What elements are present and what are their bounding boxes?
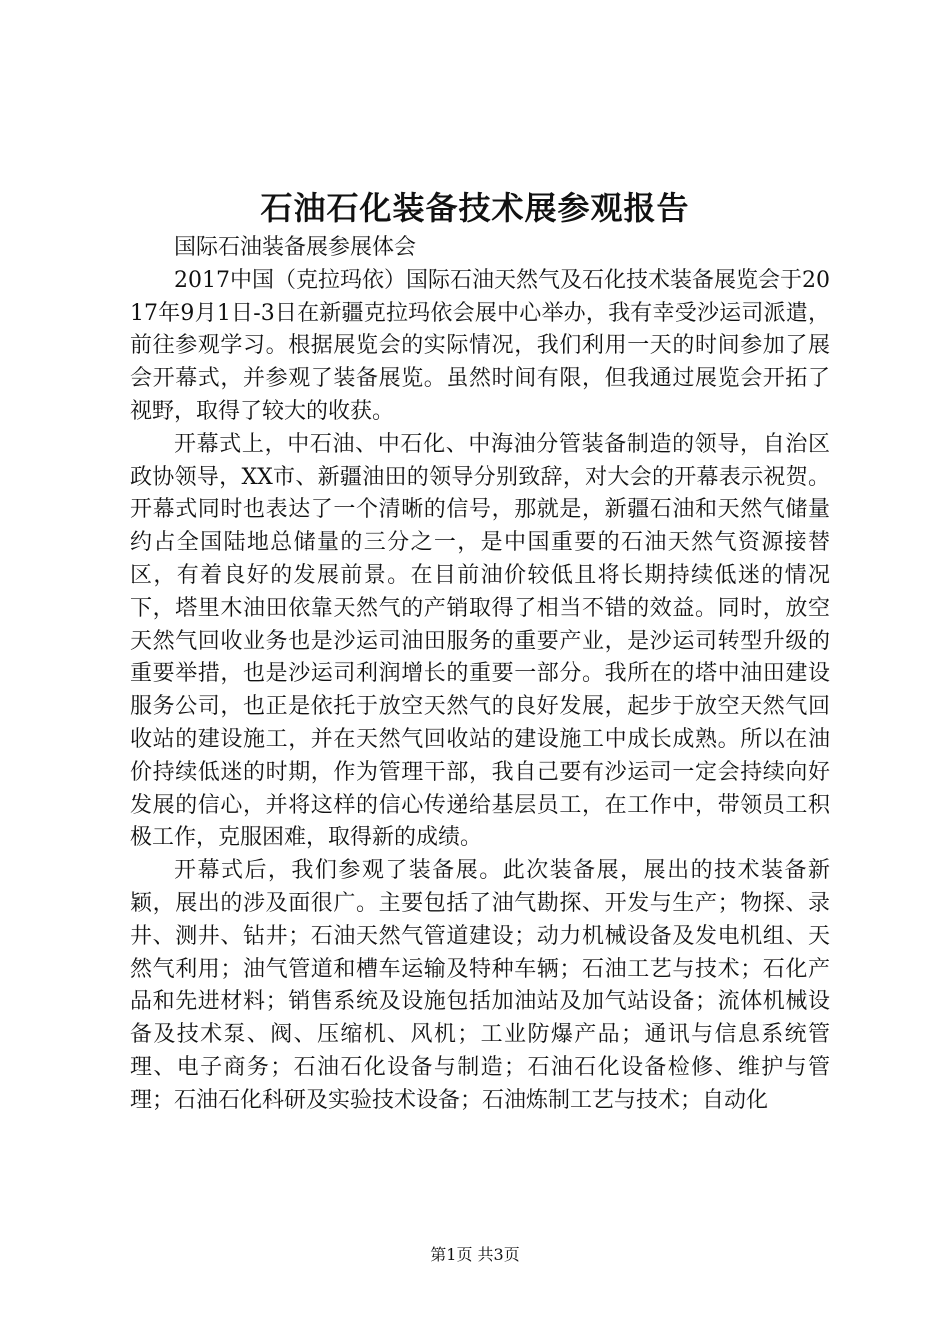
- document-title: 石油石化装备技术展参观报告: [260, 189, 690, 227]
- document-body: [130, 232, 830, 1118]
- body-paragraph-exhibition: 开幕式后，我们参观了装备展。此次装备展，展出的技术装备新颖，展出的涉及面很广。主要包括了油气勘探、开发与生产；物探、录井、测井、钻井；石油天然气管道建设；动力机械设备及发电机组、天然气利用；油气管道和槽车运输及特种车辆；石油工艺与技术；石化产品和先进材料；销售系统及设施包括加油站及加气站设备；流体机械设备及技术泵、阀、压缩机、风机；工业防爆产品；通讯与信息系统管理、电子商务；石油石化设备与制造；石油石化设备检修、维护与管理；石油石化科研及实验技术设备；石油炼制工艺与技术；自动化: [130, 858, 830, 1113]
- body-paragraph-intro: 2017中国（克拉玛依）国际石油天然气及石化技术装备展览会于2017年9月1日-3日在新疆克拉玛依会展中心举办，我有幸受沙运司派遣，前往参观学习。根据展览会的实际情况，我们利用一天的时间参加了展会开幕式，并参观了装备展览。虽然时间有限，但我通过展览会开拓了视野，取得了较大的收获。: [130, 267, 830, 424]
- body-paragraph-opening-ceremony: 开幕式上，中石油、中石化、中海油分管装备制造的领导，自治区政协领导，XX市、新疆油田的领导分别致辞，对大会的开幕表示祝贺。开幕式同时也表达了一个清晰的信号，那就是，新疆石油和天然气储量约占全国陆地总储量的三分之一，是中国重要的石油天然气资源接替区，有着良好的发展前景。在目前油价较低且将长期持续低迷的情况下，塔里木油田依靠天然气的产销取得了相当不错的效益。同时，放空天然气回收业务也是沙运司油田服务的重要产业，是沙运司转型升级的重要举措，也是沙运司利润增长的重要一部分。我所在的塔中油田建设服务公司，也正是依托于放空天然气的良好发展，起步于放空天然气回收站的建设施工，并在天然气回收站的建设施工中成长成熟。所以在油价持续低迷的时期，作为管理干部，我自己要有沙运司一定会持续向好发展的信心，并将这样的信心传递给基层员工，在工作中，带领员工积极工作，克服困难，取得新的成绩。: [130, 431, 830, 851]
- subtitle-paragraph: 国际石油装备展参展体会: [174, 235, 417, 260]
- page-number-footer: 第1页 共3页: [430, 1245, 520, 1264]
